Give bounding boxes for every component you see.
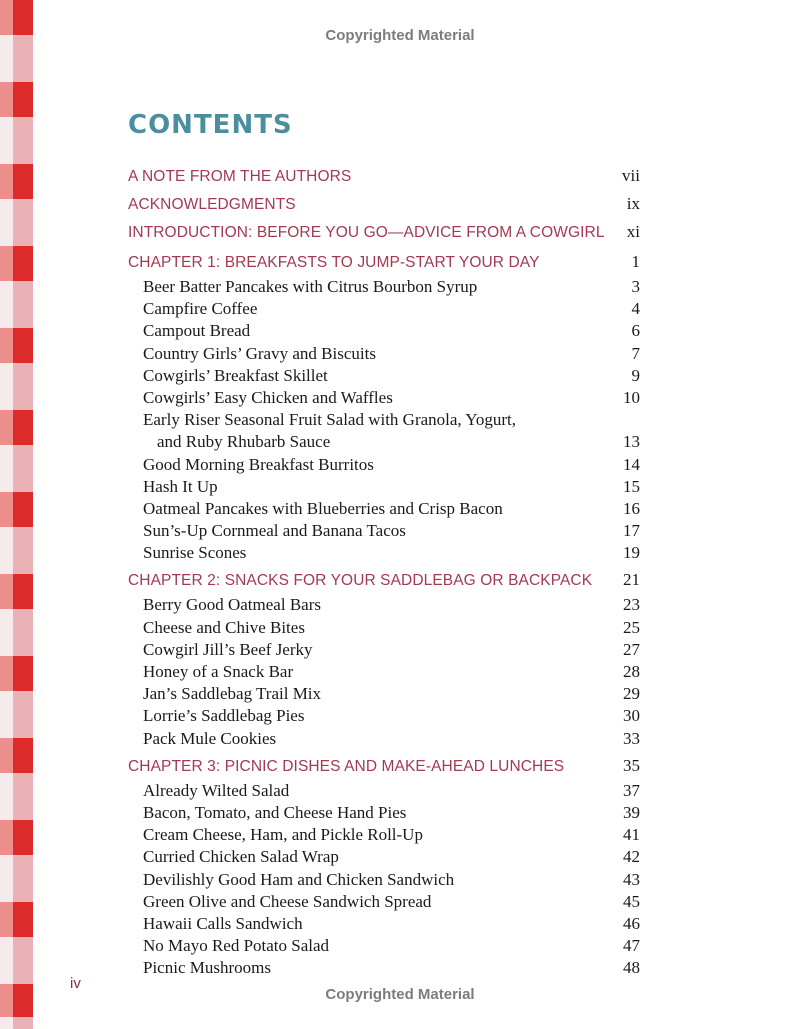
toc-chapter-title: CHAPTER 2: SNACKS FOR YOUR SADDLEBAG OR BACKPACK xyxy=(128,572,593,590)
toc-page-number: 21 xyxy=(623,570,640,590)
toc-entry[interactable] xyxy=(128,846,640,868)
toc-entry-title: and Ruby Rhubarb Sauce xyxy=(157,432,331,452)
toc-entry-title: Hawaii Calls Sandwich xyxy=(143,913,303,933)
gingham-column-light xyxy=(0,0,13,1029)
toc-page-number: 14 xyxy=(623,454,640,474)
toc-front-item[interactable] xyxy=(128,218,640,246)
toc-entry-title: Beer Batter Pancakes with Citrus Bourbon Syrup xyxy=(143,277,478,296)
toc-entry-title: No Mayo Red Potato Salad xyxy=(143,936,330,956)
toc-entry[interactable] xyxy=(128,498,640,520)
toc-chapter-3[interactable] xyxy=(128,752,640,780)
gingham-border xyxy=(0,0,33,1029)
toc-page-number: 19 xyxy=(623,543,640,563)
toc-label: ACKNOWLEDGMENTS xyxy=(128,196,296,213)
toc-entry-title: Berry Good Oatmeal Bars xyxy=(143,595,321,615)
toc-page-number: 10 xyxy=(623,387,640,407)
toc-entry[interactable] xyxy=(128,617,640,639)
toc-entry[interactable] xyxy=(128,343,640,365)
toc-entry[interactable] xyxy=(128,661,640,683)
toc-entry-title: Cheese and Chive Bites xyxy=(143,617,305,637)
toc-page-number: 41 xyxy=(623,825,640,845)
toc-page-number: 16 xyxy=(623,498,640,518)
toc-page-number: 39 xyxy=(623,802,640,822)
page-folio: iv xyxy=(70,975,81,992)
toc-entry-title: Country Girls’ Gravy and Biscuits xyxy=(143,343,376,363)
toc-entry-title: Cowgirls’ Easy Chicken and Waffles xyxy=(143,387,393,407)
toc-entry-title: Early Riser Seasonal Fruit Salad with Granola, Yogurt, xyxy=(143,410,517,430)
toc-entry-title: Honey of a Snack Bar xyxy=(143,662,294,681)
toc-entry[interactable] xyxy=(128,276,640,298)
toc-entry-title: Devilishly Good Ham and Chicken Sandwich xyxy=(143,869,455,889)
toc-page-number: 17 xyxy=(623,521,640,541)
toc-entry[interactable] xyxy=(128,639,640,661)
toc-page-number: 9 xyxy=(631,365,640,385)
toc-page-number: 23 xyxy=(623,595,640,615)
toc-entry-title: Curried Chicken Salad Wrap xyxy=(143,847,339,867)
toc-entry[interactable] xyxy=(128,869,640,891)
toc-entry-title: Lorrie’s Saddlebag Pies xyxy=(143,706,305,726)
toc-entry[interactable] xyxy=(128,476,640,498)
toc-entry[interactable] xyxy=(128,683,640,705)
toc-front-item[interactable] xyxy=(128,162,640,190)
toc-page-number: 37 xyxy=(623,780,640,800)
toc-entry-continuation[interactable] xyxy=(128,431,640,453)
toc-entry[interactable] xyxy=(128,365,640,387)
toc-entry[interactable] xyxy=(128,728,640,750)
toc-page-number: 29 xyxy=(623,684,640,704)
toc-label: INTRODUCTION: BEFORE YOU GO—ADVICE FROM A COWGIRL xyxy=(128,224,605,241)
toc-chapter-title: CHAPTER 1: BREAKFASTS TO JUMP-START YOUR DAY xyxy=(128,254,540,271)
toc-entry-title: Already Wilted Salad xyxy=(143,780,290,800)
toc-entry-title: Sunrise Scones xyxy=(143,543,247,563)
toc-page-number: vii xyxy=(622,166,640,185)
toc-page-number: 13 xyxy=(623,432,640,452)
toc-page-number: 35 xyxy=(623,755,640,775)
toc-entry[interactable] xyxy=(128,454,640,476)
toc-label: A NOTE FROM THE AUTHORS xyxy=(128,168,352,185)
toc-entry[interactable] xyxy=(128,387,640,409)
toc-page-number: 27 xyxy=(623,639,640,659)
toc-entry-title: Pack Mule Cookies xyxy=(143,728,277,748)
toc-entry[interactable] xyxy=(128,913,640,935)
toc-page-number: 45 xyxy=(623,891,640,911)
toc-entry-title: Campout Bread xyxy=(143,321,251,341)
toc-entry[interactable] xyxy=(128,520,640,542)
toc-page-number: 43 xyxy=(623,869,640,889)
toc-chapter-1[interactable] xyxy=(128,248,640,276)
watermark-bottom: Copyrighted Material xyxy=(325,986,475,1003)
toc-entry-title: Hash It Up xyxy=(143,476,218,496)
toc-page-number: 30 xyxy=(623,706,640,726)
toc-entry-title: Picnic Mushrooms xyxy=(143,958,271,978)
page-title: CONTENTS xyxy=(128,110,293,140)
toc-entry[interactable] xyxy=(128,409,640,431)
toc-entry[interactable] xyxy=(128,802,640,824)
toc-entry-title: Campfire Coffee xyxy=(143,299,258,319)
toc-page-number: 46 xyxy=(623,913,640,933)
toc-entry-title: Cream Cheese, Ham, and Pickle Roll-Up xyxy=(143,825,423,845)
toc-chapter-2[interactable] xyxy=(128,566,640,594)
toc-entry[interactable] xyxy=(128,891,640,913)
toc-entry-title: Jan’s Saddlebag Trail Mix xyxy=(143,684,322,704)
toc-page-number: 42 xyxy=(623,847,640,867)
toc-page-number: 33 xyxy=(623,728,640,748)
table-of-contents xyxy=(128,162,640,979)
toc-chapter-title: CHAPTER 3: PICNIC DISHES AND MAKE-AHEAD LUNCHES xyxy=(128,757,565,775)
toc-entry-title: Good Morning Breakfast Burritos xyxy=(143,454,374,474)
toc-entry[interactable] xyxy=(128,298,640,320)
toc-page-number: xi xyxy=(626,222,640,241)
toc-page-number: 1 xyxy=(631,252,640,271)
toc-page-number: 15 xyxy=(623,476,640,496)
toc-entry-title: Bacon, Tomato, and Cheese Hand Pies xyxy=(143,802,407,822)
toc-page-number: 47 xyxy=(623,936,640,956)
toc-entry-title: Cowgirl Jill’s Beef Jerky xyxy=(143,639,313,659)
toc-page-number: 4 xyxy=(631,299,640,319)
gingham-column-red xyxy=(13,0,33,1029)
toc-entry-title: Oatmeal Pancakes with Blueberries and Crisp Bacon xyxy=(143,498,503,518)
toc-entry-title: Cowgirls’ Breakfast Skillet xyxy=(143,365,328,385)
toc-page-number: 28 xyxy=(623,662,640,681)
toc-entry[interactable] xyxy=(128,705,640,727)
toc-page-number: 7 xyxy=(631,343,640,363)
toc-entry[interactable] xyxy=(128,824,640,846)
toc-page-number: 6 xyxy=(631,321,640,341)
toc-front-item[interactable] xyxy=(128,190,640,218)
toc-entry[interactable] xyxy=(128,780,640,802)
toc-entry-title: Sun’s-Up Cornmeal and Banana Tacos xyxy=(143,521,406,541)
watermark-top: Copyrighted Material xyxy=(325,27,475,44)
toc-entry[interactable] xyxy=(128,542,640,564)
toc-page-number: ix xyxy=(626,194,640,213)
toc-page-number: 48 xyxy=(623,958,640,978)
toc-page-number: 25 xyxy=(623,617,640,637)
toc-entry[interactable] xyxy=(128,594,640,616)
toc-page-number: 3 xyxy=(631,277,640,296)
toc-entry[interactable] xyxy=(128,935,640,957)
toc-entry[interactable] xyxy=(128,320,640,342)
toc-entry-title: Green Olive and Cheese Sandwich Spread xyxy=(143,891,432,911)
toc-entry[interactable] xyxy=(128,957,640,979)
